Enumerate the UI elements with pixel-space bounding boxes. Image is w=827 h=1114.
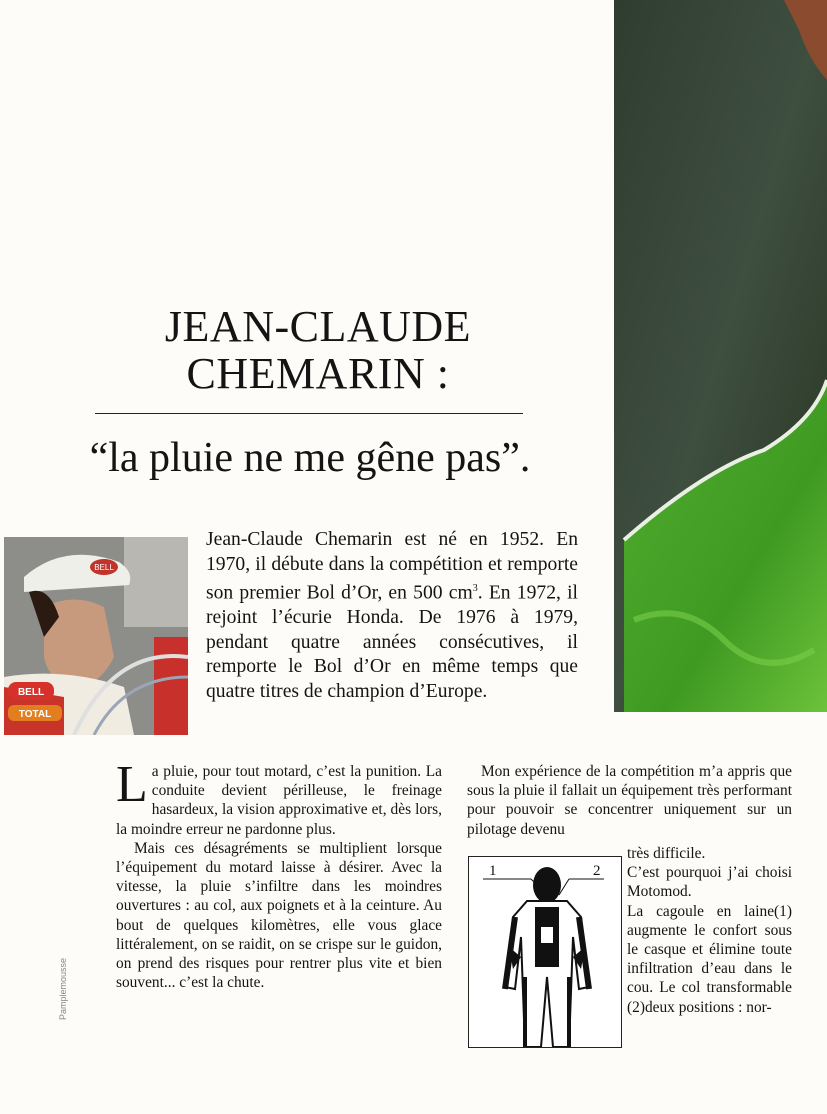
body-column-right-top: [467, 762, 792, 839]
body-paragraph-continuation: très difficile.: [627, 845, 706, 862]
title-divider: [95, 413, 523, 414]
patch-bell: BELL: [17, 687, 45, 698]
body-paragraph: La pluie, pour tout motard, c’est la punition. La conduite devient périlleuse, le freinage hasardeux, la vision approximative et, dès lors, la moindre erreur ne pardonne plus.: [116, 756, 442, 838]
diagram-label-2: 2: [593, 863, 601, 879]
article-subtitle-quote: “la pluie ne me gêne pas”.: [89, 435, 531, 481]
decorative-illustration: [614, 0, 827, 712]
rider-portrait-photo: [4, 537, 188, 735]
body-column-right-side: [627, 844, 792, 1017]
rainsuit-diagram: [468, 856, 622, 1048]
bio-text-part2: . En 1972, il rejoint l’écurie Honda. De 1976 à 1979, pendant quatre années consécutives, il remporte le Bol d’Or en même temps que quatre titres de champion d’Europe.: [206, 582, 578, 702]
body-paragraph: Mon expérience de la compétition m’a appris que sous la pluie il fallait un équipement très performant pour pouvoir se concentrer uniquement sur un pilotage devenu: [467, 763, 792, 838]
patch-total: TOTAL: [18, 709, 52, 720]
helmet-logo: BELL: [94, 563, 114, 572]
agency-credit: Pamplemousse: [58, 957, 68, 1020]
body-paragraph: La cagoule en laine(1) augmente le confort sous le casque et élimine toute infiltration d’eau dans le cou. Le col transformable (2)deux positions : nor-: [627, 902, 792, 1016]
diagram-label-1: 1: [489, 863, 497, 879]
body-column-left: [116, 756, 442, 992]
rider-bio: [206, 528, 578, 704]
article-title-line2: CHEMARIN :: [186, 349, 450, 398]
bio-text-part1: Jean-Claude Chemarin est né en 1952. En 1970, il débute dans la compétition et remporte son premier Bol d’Or, en 500 cm: [206, 529, 578, 604]
article-title-line1: JEAN-CLAUDE: [164, 302, 472, 351]
body-paragraph: C’est pourquoi j’ai choisi Motomod.: [627, 864, 792, 901]
bio-superscript: 3: [472, 583, 478, 594]
drop-cap: L: [116, 756, 148, 813]
body-paragraph: Mais ces désagréments se multiplient lorsque l’équipement du motard laisse à désirer. Avec la vitesse, la pluie s’infiltre dans les moindres ouvertures : au col, aux poignets et à la ceinture. Au bout de quelques kilomètres, elle vous glace littéralement, on se raidit, on se crispe sur le guidon, on prend des risques pour rentrer plus vite et bien souvent... c’est la chute.: [116, 839, 442, 992]
